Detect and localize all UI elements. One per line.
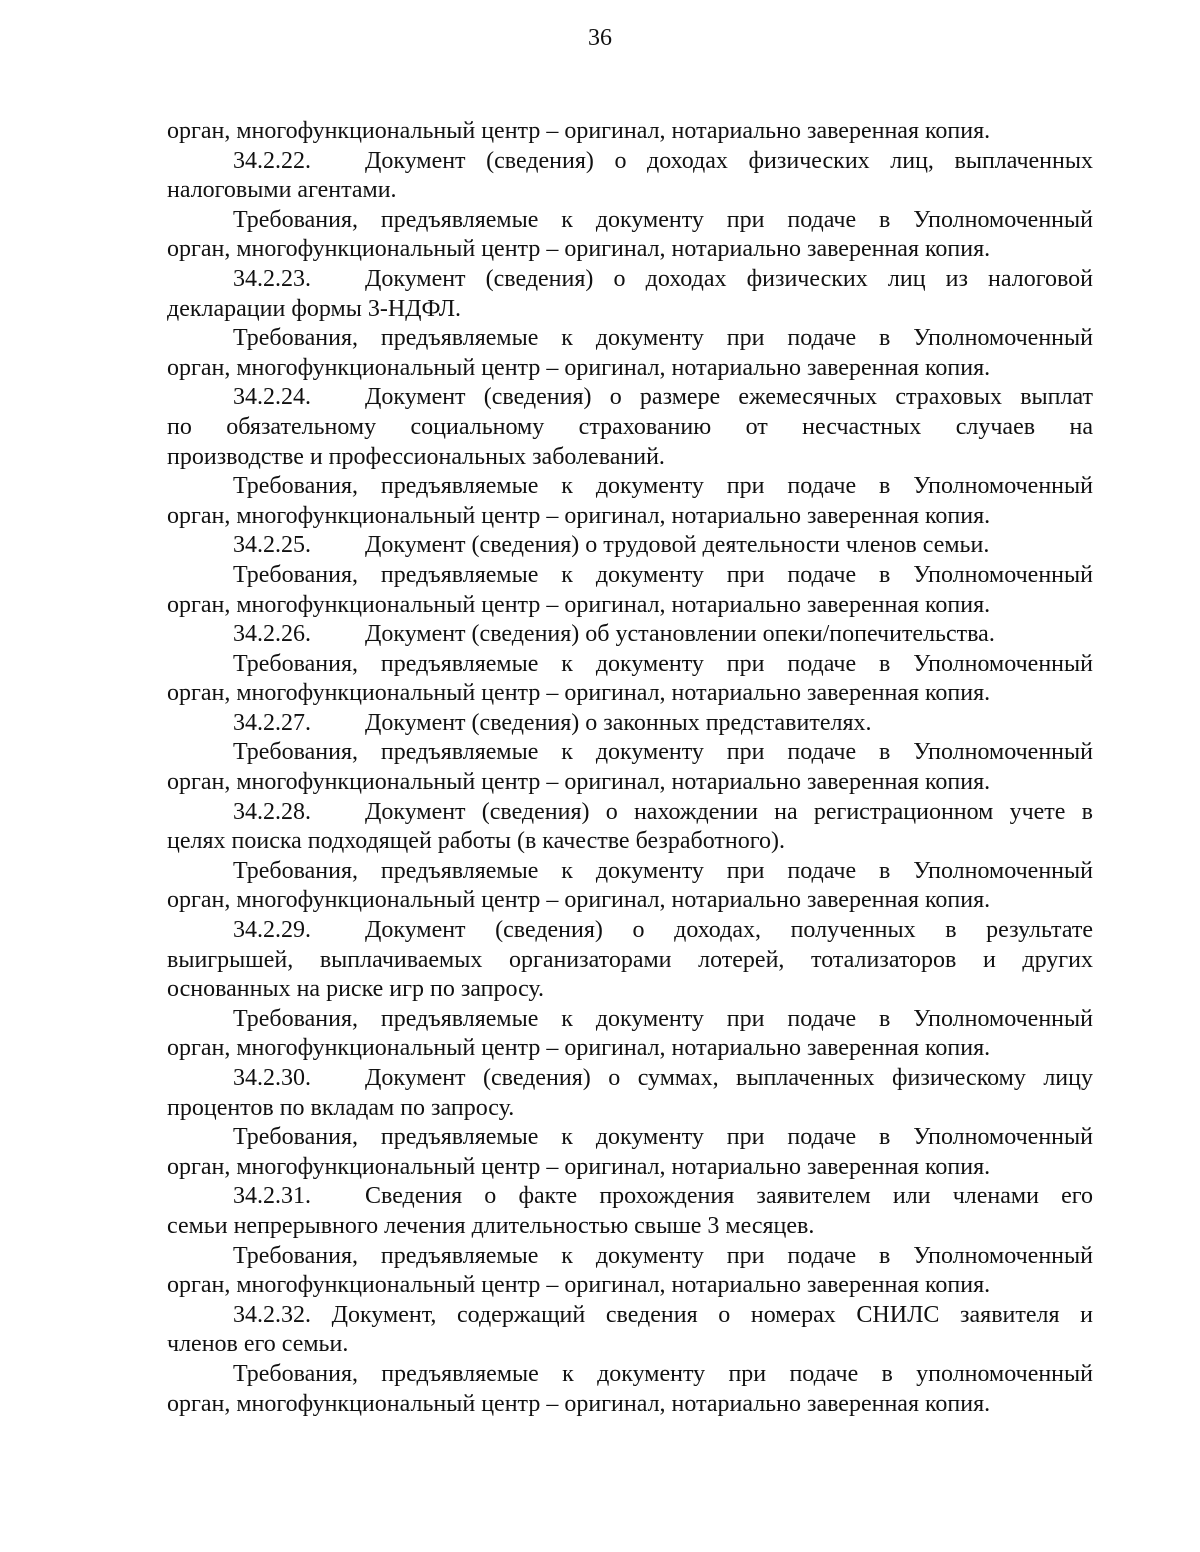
text-line (167, 679, 1093, 709)
text-line (167, 1123, 1093, 1153)
clause-number: 34.2.24. (233, 384, 311, 411)
line-text: орган, многофункциональный центр – оригинал, нотариально заверенная копия. (167, 1272, 991, 1299)
line-text: орган, многофункциональный центр – оригинал, нотариально заверенная копия. (167, 236, 991, 263)
line-text: декларации формы 3-НДФЛ. (167, 295, 461, 322)
text-line (167, 1271, 1093, 1301)
clause-line (167, 798, 1093, 828)
clause-line (167, 383, 1093, 413)
text-line (167, 472, 1093, 502)
line-text: Документ (сведения) о суммах, выплаченных физическому лицу (365, 1065, 1093, 1091)
line-text: Документ (сведения) о размере ежемесячных страховых выплат (365, 384, 1093, 411)
line-text: по обязательному социальному страхованию от несчастных случаев на (167, 413, 1093, 440)
clause-number: 34.2.30. (233, 1065, 311, 1091)
clause-number: 34.2.31. (233, 1183, 311, 1210)
clause-number: 34.2.29. (233, 917, 311, 944)
text-line (167, 561, 1093, 591)
text-line (167, 324, 1093, 354)
text-line (167, 176, 1093, 206)
text-line (167, 650, 1093, 680)
line-text: Документ (сведения) о нахождении на регистрационном учете в (365, 798, 1093, 825)
line-text: основанных на риске игр по запросу. (167, 976, 545, 1003)
line-text: выигрышей, выплачиваемых организаторами лотерей, тотализаторов и других (167, 946, 1093, 973)
text-line (167, 827, 1093, 857)
text-line (167, 413, 1093, 443)
clause-line (167, 147, 1093, 177)
line-text: членов его семьи. (167, 1331, 349, 1358)
line-text: производстве и профессиональных заболеваний. (167, 443, 665, 470)
line-text: орган, многофункциональный центр – оригинал, нотариально заверенная копия. (167, 1390, 991, 1417)
text-line (167, 886, 1093, 916)
line-text: налоговыми агентами. (167, 177, 397, 204)
line-text: орган, многофункциональный центр – оригинал, нотариально заверенная копия. (167, 1153, 991, 1180)
clause-number: 34.2.25. (233, 532, 311, 559)
text-line (167, 1094, 1093, 1124)
text-line (167, 117, 1093, 147)
clause-number: 34.2.27. (233, 709, 311, 736)
text-line (167, 1212, 1093, 1242)
text-line (167, 206, 1093, 236)
line-text: Требования, предъявляемые к документу при подаче в Уполномоченный (233, 857, 1093, 884)
line-text: Требования, предъявляемые к документу при подаче в Уполномоченный (233, 561, 1093, 588)
clause-number: 34.2.26. (233, 621, 311, 648)
line-text: целях поиска подходящей работы (в качестве безработного). (167, 828, 785, 855)
line-text: орган, многофункциональный центр – оригинал, нотариально заверенная копия. (167, 769, 991, 796)
document-body (167, 117, 1093, 1419)
line-text: орган, многофункциональный центр – оригинал, нотариально заверенная копия. (167, 591, 991, 618)
text-line (167, 946, 1093, 976)
clause-line (167, 916, 1093, 946)
text-line (167, 857, 1093, 887)
line-text: орган, многофункциональный центр – оригинал, нотариально заверенная копия. (167, 887, 991, 914)
text-line (167, 235, 1093, 265)
line-text: Документ (сведения) об установлении опеки/попечительства. (365, 621, 995, 648)
text-line (167, 738, 1093, 768)
clause-line (167, 265, 1093, 295)
clause-line (167, 620, 1093, 650)
line-text: Сведения о факте прохождения заявителем или членами его (365, 1183, 1093, 1210)
line-text: Требования, предъявляемые к документу при подаче в Уполномоченный (233, 206, 1093, 233)
text-line (167, 1360, 1093, 1390)
line-text: Требования, предъявляемые к документу при подаче в Уполномоченный (233, 650, 1093, 677)
clause-line (167, 531, 1093, 561)
line-text: Требования, предъявляемые к документу при подаче в Уполномоченный (233, 473, 1093, 500)
line-text: орган, многофункциональный центр – оригинал, нотариально заверенная копия. (167, 680, 991, 707)
clause-line (167, 1064, 1093, 1094)
text-line (167, 1153, 1093, 1183)
clause-number: 34.2.23. (233, 265, 311, 292)
text-line (167, 1005, 1093, 1035)
line-text: Документ (сведения) о доходах физических лиц, выплаченных (365, 147, 1093, 174)
line-text: орган, многофункциональный центр – оригинал, нотариально заверенная копия. (167, 1035, 991, 1062)
line-text: Требования, предъявляемые к документу при подаче в Уполномоченный (233, 1124, 1093, 1151)
text-line (167, 1301, 1093, 1331)
line-text: орган, многофункциональный центр – оригинал, нотариально заверенная копия. (167, 118, 991, 144)
text-line (167, 502, 1093, 532)
line-text: семьи непрерывного лечения длительностью свыше 3 месяцев. (167, 1212, 815, 1239)
line-text: орган, многофункциональный центр – оригинал, нотариально заверенная копия. (167, 502, 991, 529)
line-text: Требования, предъявляемые к документу при подаче в Уполномоченный (233, 739, 1093, 766)
clause-number: 34.2.28. (233, 798, 311, 825)
line-text: процентов по вкладам по запросу. (167, 1094, 515, 1121)
text-line (167, 295, 1093, 325)
line-text: Требования, предъявляемые к документу при подаче в Уполномоченный (233, 1242, 1093, 1269)
line-text: Документ (сведения) о доходах, полученных в результате (365, 917, 1093, 944)
text-line (167, 591, 1093, 621)
clause-number: 34.2.22. (233, 147, 311, 174)
line-text: Требования, предъявляемые к документу при подаче в уполномоченный (233, 1360, 1093, 1387)
line-text: Документ (сведения) о законных представителях. (365, 709, 872, 736)
text-line (167, 768, 1093, 798)
text-line (167, 443, 1093, 473)
clause-line (167, 709, 1093, 739)
line-text: Документ (сведения) о доходах физических лиц из налоговой (365, 265, 1093, 292)
clause-line (167, 1182, 1093, 1212)
line-text: 34.2.32. Документ, содержащий сведения о номерах СНИЛС заявителя и (233, 1301, 1093, 1328)
text-line (167, 975, 1093, 1005)
text-line (167, 1034, 1093, 1064)
text-line (167, 1242, 1093, 1272)
line-text: Требования, предъявляемые к документу при подаче в Уполномоченный (233, 325, 1093, 352)
line-text: Документ (сведения) о трудовой деятельности членов семьи. (365, 532, 990, 559)
text-line (167, 1390, 1093, 1420)
text-line (167, 1330, 1093, 1360)
text-line (167, 354, 1093, 384)
line-text: орган, многофункциональный центр – оригинал, нотариально заверенная копия. (167, 354, 991, 381)
page-number: 36 (588, 25, 612, 51)
line-text: Требования, предъявляемые к документу при подаче в Уполномоченный (233, 1005, 1093, 1032)
